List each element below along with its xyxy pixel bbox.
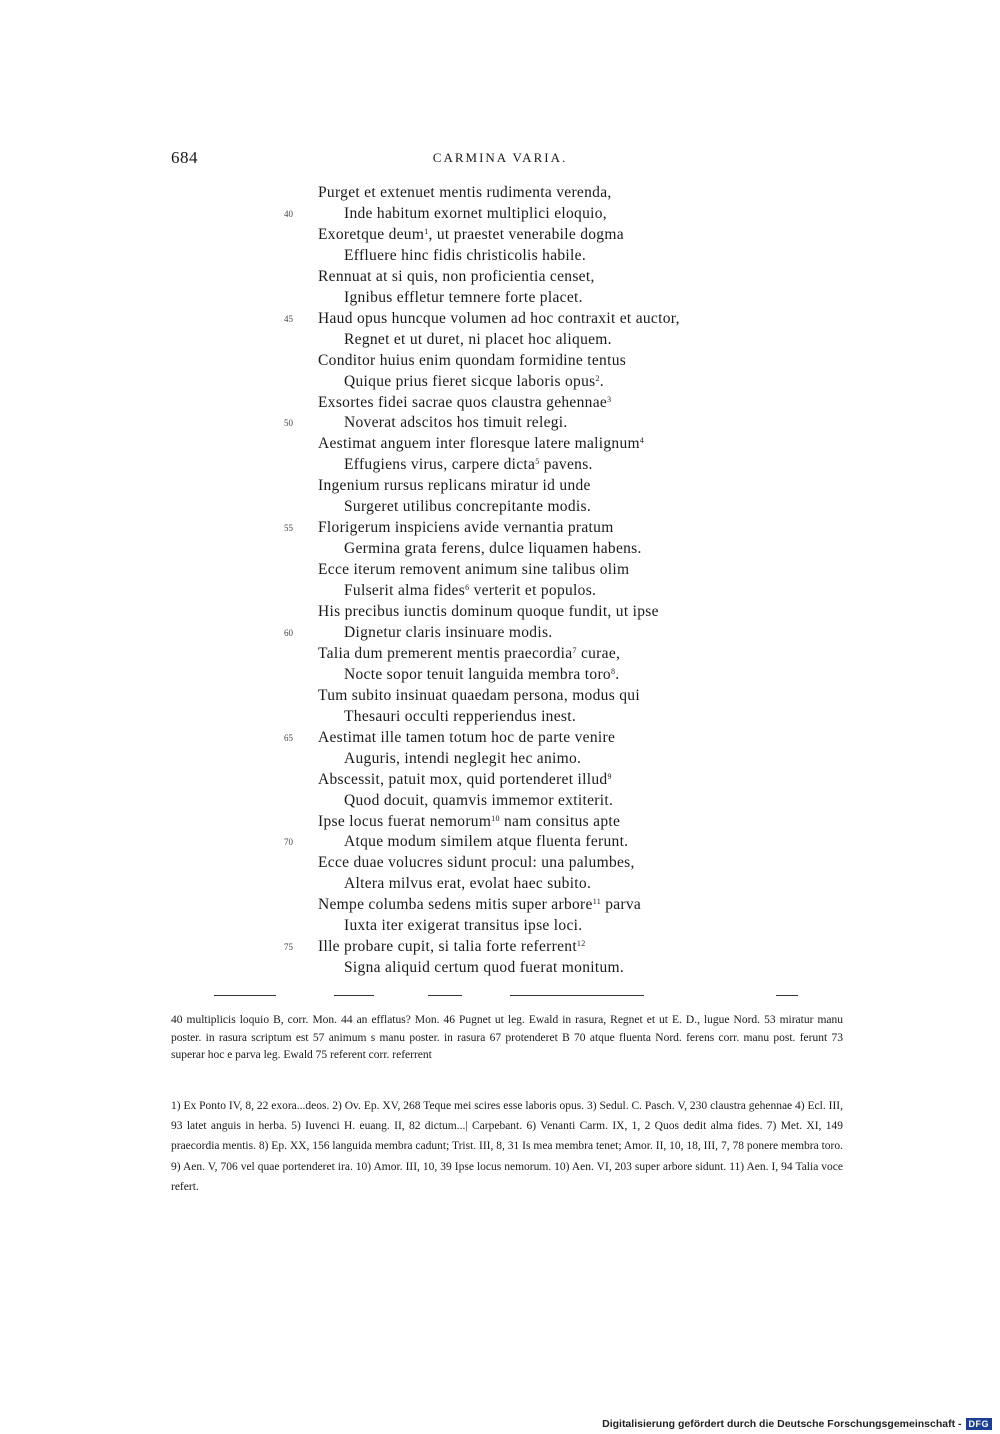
poem-line: [318, 937, 586, 957]
poem-line-tail: , ut praestet venerabile dogma: [428, 225, 624, 243]
poem-line: [344, 246, 586, 266]
divider: [214, 995, 276, 996]
poem-line: [318, 183, 612, 203]
poem-line: [318, 770, 612, 790]
dfg-credit-text: Digitalisierung gefördert durch die Deutsche Forschungsgemeinschaft -: [602, 1418, 962, 1430]
poem-line-text: Effugiens virus, carpere dicta: [344, 456, 536, 474]
poem-line: [318, 644, 620, 664]
poem-line: [318, 895, 641, 915]
poem-line-text: Iuxta iter exigerat transitus ipse loci.: [344, 917, 583, 935]
poem-line: [344, 958, 624, 978]
page-number: 684: [171, 148, 198, 167]
line-number: 55: [284, 523, 293, 534]
poem-line: [344, 749, 581, 769]
poem-line-text: Abscessit, patuit mox, quid portenderet illud: [318, 770, 608, 788]
poem-line: [344, 874, 591, 894]
poem-line-tail: verterit et populos.: [469, 582, 597, 600]
poem-line: [344, 497, 591, 517]
poem-line-text: Nocte sopor tenuit languida membra toro: [344, 665, 611, 683]
line-number: 50: [284, 418, 293, 429]
footnote-marker: 1: [424, 226, 429, 236]
line-number: 65: [284, 732, 293, 743]
poem-line-text: Florigerum inspiciens avide vernantia pratum: [318, 519, 614, 537]
poem-line-tail: .: [615, 665, 620, 683]
poem-line: [344, 916, 582, 936]
poem-line-text: Noverat adscitos hos timuit relegi.: [344, 414, 568, 432]
poem-line: [344, 665, 619, 685]
poem-line: [344, 581, 596, 601]
footnote-marker: 12: [576, 939, 586, 949]
poem-line-text: His precibus iunctis dominum quoque fundit, ut ipse: [318, 603, 659, 620]
dfg-credit: [602, 1418, 992, 1430]
poem-line-tail: parva: [601, 896, 642, 914]
poem-line: [318, 518, 614, 538]
poem-line-text: Talia dum premerent mentis praecordia: [318, 644, 573, 662]
footnote-marker: 11: [592, 897, 602, 907]
footnote-marker: 6: [465, 583, 470, 593]
poem-line-text: Tum subito insinuat quaedam persona, modus qui: [318, 686, 640, 704]
poem-line-text: Inde habitum exornet multiplici eloquio,: [344, 204, 607, 222]
poem-line: [344, 372, 604, 392]
poem-line-text: Aestimat anguem inter floresque latere malignum: [318, 435, 640, 453]
footnote-marker: 2: [595, 373, 600, 383]
poem-line-text: Altera milvus erat, evolat haec subito.: [344, 875, 592, 893]
poem-line: [318, 351, 626, 371]
poem-line-text: Ille probare cupit, si talia forte referrent: [318, 938, 577, 956]
poem-line-text: Quique prius fieret sicque laboris opus: [344, 372, 596, 390]
poem-line: [344, 539, 642, 559]
poem-line-tail: .: [599, 372, 604, 390]
poem-line-text: Ecce duae volucres sidunt procul: una palumbes,: [318, 854, 635, 872]
poem-line: [344, 288, 583, 308]
poem-line-text: Regnet et ut duret, ni placet hoc aliquem.: [344, 330, 612, 348]
poem-line: [318, 309, 680, 329]
poem-line: [318, 686, 640, 706]
poem-line: [344, 204, 607, 224]
footnote-marker: 7: [572, 645, 577, 655]
divider: [510, 995, 644, 996]
poem-line-text: Signa aliquid certum quod fuerat monitum.: [344, 959, 625, 977]
divider: [776, 995, 798, 996]
poem-line-text: Auguris, intendi neglegit hec animo.: [344, 749, 582, 767]
poem-line: [344, 832, 628, 852]
poem-line: [344, 707, 576, 727]
poem-line-text: Conditor huius enim quondam formidine tentus: [318, 351, 627, 369]
poem-line-text: Exoretque deum: [318, 225, 425, 243]
line-number: 60: [284, 627, 293, 638]
poem-line: [318, 853, 635, 873]
poem-line: [344, 330, 612, 350]
footnote-marker: 5: [535, 457, 540, 467]
footnote-marker: 10: [491, 813, 500, 823]
line-number: 70: [284, 837, 293, 848]
poem-line: [344, 413, 568, 433]
poem-line: [318, 602, 659, 622]
divider: [428, 995, 462, 996]
poem-line-text: Thesauri occulti repperiendus inest.: [344, 707, 577, 725]
poem-line: [318, 434, 644, 454]
poem-line: [318, 393, 611, 413]
poem-line: [344, 455, 593, 475]
poem-line-text: Ecce iterum removent animum sine talibus olim: [318, 561, 630, 579]
poem-line-text: Surgeret utilibus concrepitante modis.: [344, 498, 592, 516]
poem-line-text: Germina grata ferens, dulce liquamen habens.: [344, 540, 642, 558]
footnote-marker: 9: [607, 771, 612, 781]
poem-line-text: Quod docuit, quamvis immemor extiterit.: [344, 791, 614, 809]
poem-line-text: Ingenium rursus replicans miratur id unde: [318, 477, 591, 495]
source-notes: [171, 1096, 843, 1197]
poem-line-text: Purget et extenuet mentis rudimenta verenda,: [318, 184, 612, 201]
critical-apparatus: 40 multiplicis loquio B, corr. Mon. 44 an efflatus? Mon. 46 Pugnet ut leg. Ewald in rasura, Regnet et ut E. D., lugue Nord. 53 miratur manu poster. in rasura scriptum est 57 animum s manu poster. in rasura 67 protenderet B 70 atque fluenta Nord. ferens corr. manu post. ferunt 73 superar hoc e parva leg. Ewald 75 referent corr. referrent: [171, 1014, 843, 1061]
source-note: 1) Ex Ponto IV, 8, 22 exora...deos. 2) Ov. Ep. XV, 268 Teque mei scires esse laboris opus. 3) Sedul. C. Pasch. V, 230 claustra gehennae 4) Ecl. III, 93 latet anguis in herba. 5) Iuvenci H. euang. II, 82 dictum...| Carpebant. 6) Venanti Carm. IX, 1, 2 Quos dedit alma fides. 7) Met. XI, 149 praecordia mentis. 8) Ep. XX, 156 languida membra cadunt; Trist. III, 8, 31 Is mea membra tenet; Amor. II, 10, 18, III, 7, 78 ponere membra toro. 9) Aen. V, 706 vel quae portenderet ira. 10) Amor. III, 10, 39 Ipse locus nemorum. 10) Aen. VI, 203 super arbore sidunt. 11) Aen. I, 94 Talia voce refert.: [171, 1100, 843, 1193]
poem-line-text: Aestimat ille tamen totum hoc de parte venire: [318, 728, 616, 746]
poem-line-text: Atque modum similem atque fluenta ferunt.: [344, 833, 629, 851]
line-number: 75: [284, 942, 293, 953]
poem-line: [318, 728, 615, 748]
poem-line: [344, 623, 552, 643]
poem-line-tail: nam consitus apte: [499, 812, 621, 830]
footnote-marker: 3: [607, 394, 612, 404]
poem-line-text: Ignibus effletur temnere forte placet.: [344, 288, 583, 306]
poem-line: [318, 225, 624, 245]
footnote-marker: 8: [610, 666, 616, 676]
poem-line-tail: curae,: [576, 644, 621, 662]
poem-line-text: Exsortes fidei sacrae quos claustra gehennae: [318, 393, 608, 411]
line-number: 45: [284, 313, 293, 324]
footnote-marker: 4: [639, 436, 645, 446]
poem-line-text: Ipse locus fuerat nemorum: [318, 812, 492, 830]
poem-line: [318, 476, 591, 496]
poem-line-text: Fulserit alma fides: [344, 582, 466, 600]
poem-line: [318, 560, 629, 580]
poem-line: [318, 812, 620, 832]
poem-line: [344, 791, 613, 811]
dfg-logo: DFG: [966, 1418, 993, 1430]
poem-line-text: Haud opus huncque volumen ad hoc contraxit et auctor,: [318, 309, 680, 327]
poem-line: [318, 267, 595, 287]
poem-line-text: Nempe columba sedens mitis super arbore: [318, 896, 593, 914]
line-number: 40: [284, 208, 293, 219]
divider: [334, 995, 374, 996]
running-head: CARMINA VARIA.: [432, 150, 568, 165]
poem-line-tail: pavens.: [539, 456, 593, 474]
poem-line-text: Effluere hinc fidis christicolis habile.: [344, 246, 586, 264]
poem-line-text: Dignetur claris insinuare modis.: [344, 623, 553, 641]
poem-line-text: Rennuat at si quis, non proficientia censet,: [318, 267, 595, 285]
